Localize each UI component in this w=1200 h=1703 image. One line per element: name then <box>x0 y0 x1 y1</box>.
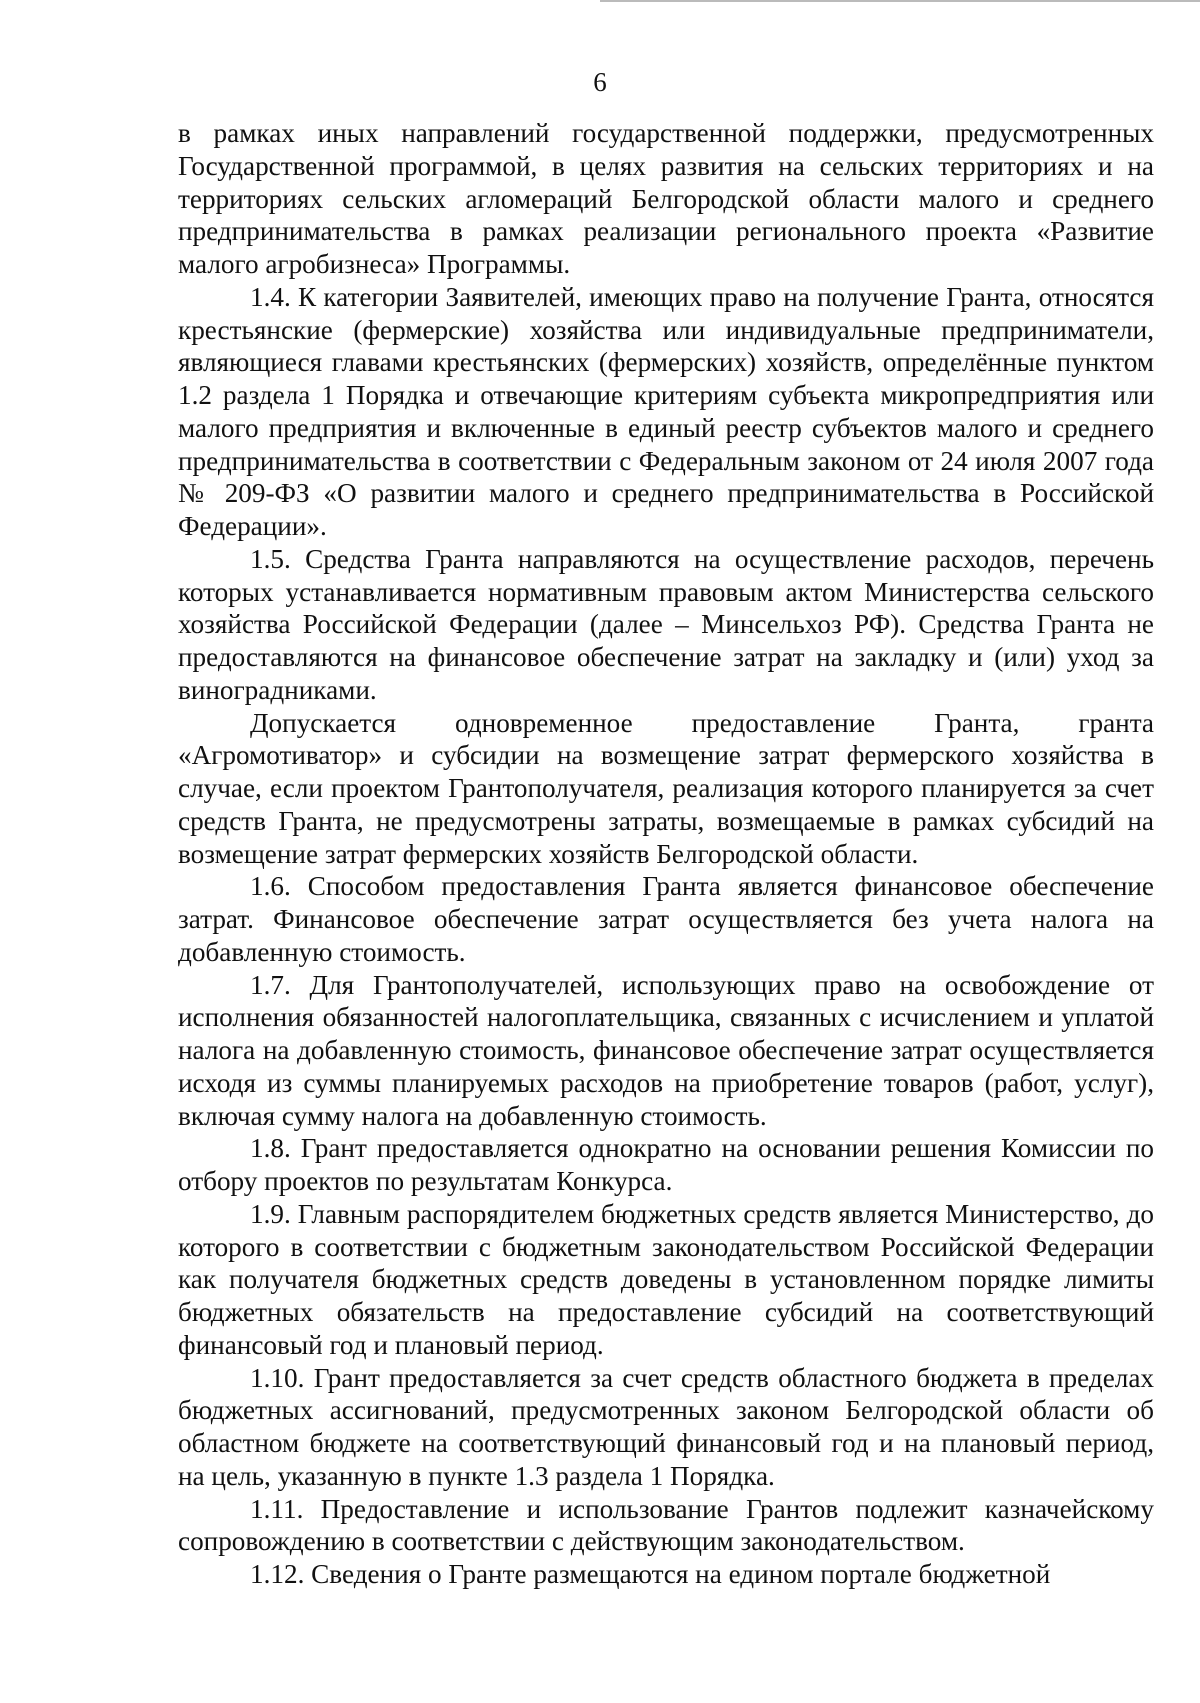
paragraph-1-7: 1.7. Для Грантополучателей, использующих право на освобождение от исполнения обязанностей налогоплательщика, связанных с исчислением и уплатой налога на добавленную стоимость, финансовое обеспечение затрат осуществляется исходя из суммы планируемых расходов на приобретение товаров (работ, услуг), включая сумму налога на добавленную стоимость. <box>178 969 1154 1131</box>
paragraph-1-4: 1.4. К категории Заявителей, имеющих право на получение Гранта, относятся крестьянские (фермерские) хозяйства или индивидуальные предприниматели, являющиеся главами крестьянских (фермерских) хозяйств, определённые пунктом 1.2 раздела 1 Порядка и отвечающие критериям субъекта микропредприятия или малого предприятия и включенные в единый реестр субъектов малого и среднего предпринимательства в соответствии с Федеральным законом от 24 июля 2007 года № 209-ФЗ «О развитии малого и среднего предпринимательства в Российской Федерации». <box>178 281 1154 541</box>
page-number: 6 <box>593 67 607 97</box>
paragraph-1-6: 1.6. Способом предоставления Гранта является финансовое обеспечение затрат. Финансовое обеспечение затрат осуществляется без учета налога на добавленную стоимость. <box>178 871 1154 967</box>
scan-edge-line <box>600 0 1200 2</box>
paragraph-continuation: в рамках иных направлений государственной поддержки, предусмотренных Государственной программой, в целях развития на сельских территориях и на территориях сельских агломераций Белгородской области малого и среднего предпринимательства в рамках реализации регионального проекта «Развитие малого агробизнеса» Программы. <box>178 118 1154 279</box>
paragraph-1-5: 1.5. Средства Гранта направляются на осуществление расходов, перечень которых устанавливается нормативным правовым актом Министерства сельского хозяйства Российской Федерации (далее – Минсельхоз РФ). Средства Гранта не предоставляются на финансовое обеспечение затрат на закладку и (или) уход за виноградниками. <box>178 543 1154 705</box>
paragraph-1-12: 1.12. Сведения о Гранте размещаются на едином портале бюджетной <box>250 1559 1051 1589</box>
paragraph-1-8: 1.8. Грант предоставляется однократно на основании решения Комиссии по отбору проектов по результатам Конкурса. <box>178 1133 1154 1196</box>
document-body <box>178 117 1154 1591</box>
paragraph-1-5-continued: Допускается одновременное предоставление Гранта, гранта «Агромотиватор» и субсидии на возмещение затрат фермерского хозяйства в случае, если проектом Грантополучателя, реализация которого планируется за счет средств Гранта, не предусмотрены затраты, возмещаемые в рамках субсидий на возмещение затрат фермерских хозяйств Белгородской области. <box>178 707 1154 869</box>
paragraph-1-11: 1.11. Предоставление и использование Грантов подлежит казначейскому сопровождению в соответствии с действующим законодательством. <box>178 1493 1154 1557</box>
paragraph-1-10: 1.10. Грант предоставляется за счет средств областного бюджета в пределах бюджетных ассигнований, предусмотренных законом Белгородской области об областном бюджете на соответствующий финансовый год и на плановый период, на цель, указанную в пункте 1.3 раздела 1 Порядка. <box>178 1362 1154 1491</box>
paragraph-1-9: 1.9. Главным распорядителем бюджетных средств является Министерство, до которого в соответствии с бюджетным законодательством Российской Федерации как получателя бюджетных средств доведены в установленном порядке лимиты бюджетных обязательств на предоставление субсидий на соответствующий финансовый год и плановый период. <box>178 1198 1154 1360</box>
